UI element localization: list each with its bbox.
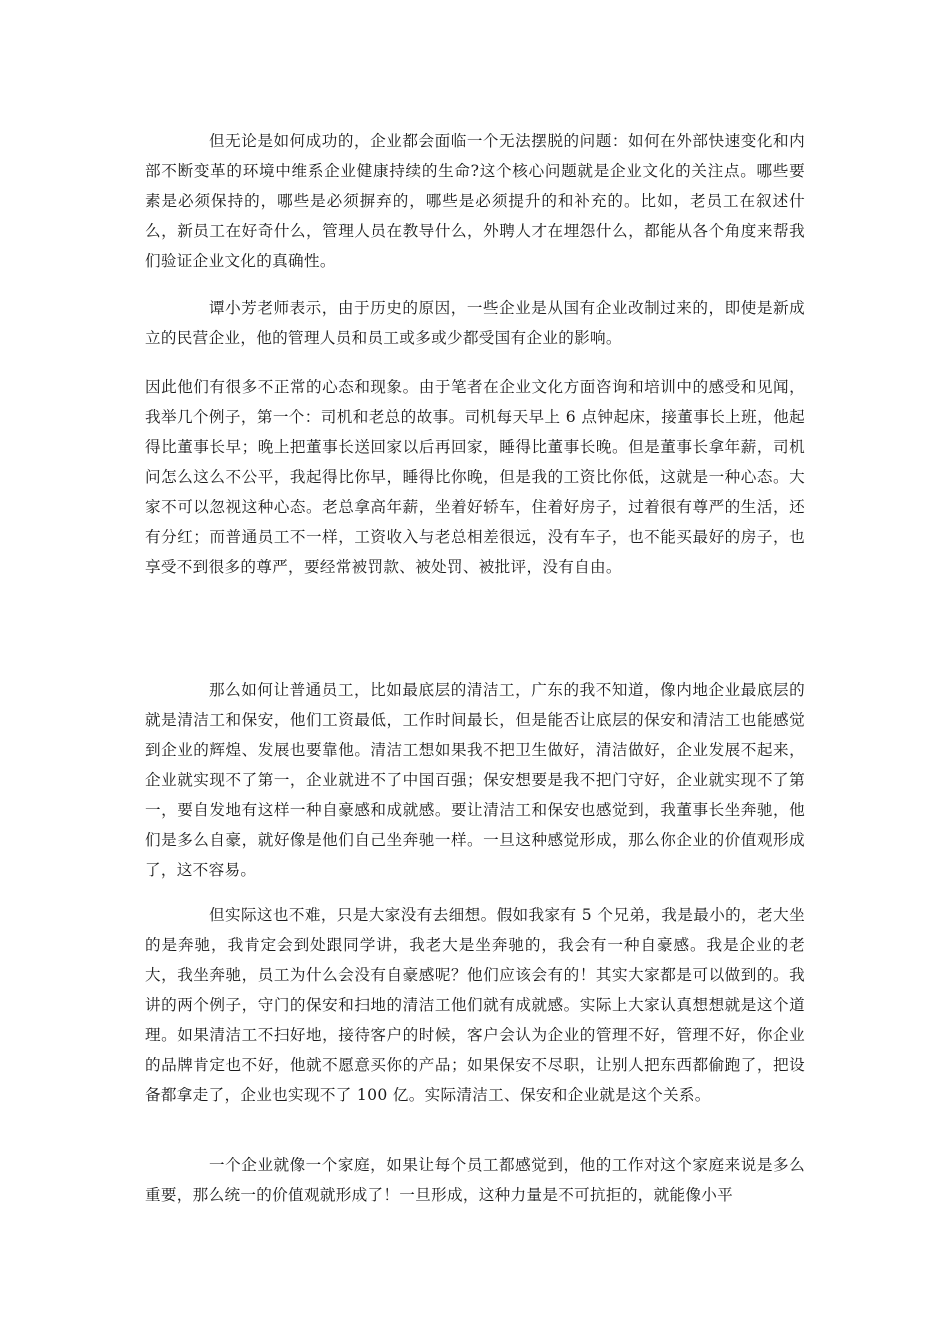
paragraph-6: 一个企业就像一个家庭，如果让每个员工都感觉到，他的工作对这个家庭来说是多么重要，那么统一的价值观就形成了！一旦形成，这种力量是不可抗拒的，就能像小平 xyxy=(145,1156,805,1204)
paragraph-4: 那么如何让普通员工，比如最底层的清洁工，广东的我不知道，像内地企业最底层的就是清洁工和保安，他们工资最低，工作时间最长，但是能否让底层的保安和清洁工也能感觉到企业的辉煌、发展也要靠他。清洁工想如果我不把卫生做好，清洁做好，企业发展不起来，企业就实现不了第一，企业就进不了中国百强；保安想要是我不把门守好，企业就实现不了第一，要自发地有这样一种自豪感和成就感。要让清洁工和保安也感觉到，我董事长坐奔驰，他们是多么自豪，就好像是他们自己坐奔驰一样。一旦这种感觉形成，那么你企业的价值观形成了，这不容易。 xyxy=(145,681,805,879)
paragraph-2: 谭小芳老师表示，由于历史的原因，一些企业是从国有企业改制过来的，即使是新成立的民营企业，他的管理人员和员工或多或少都受国有企业的影响。 xyxy=(145,299,805,347)
paragraph-1: 但无论是如何成功的，企业都会面临一个无法摆脱的问题：如何在外部快速变化和内部不断变革的环境中维系企业健康持续的生命?这个核心问题就是企业文化的关注点。哪些要素是必须保持的，哪些是必须摒弃的，哪些是必须提升的和补充的。比如，老员工在叙述什么，新员工在好奇什么，管理人员在教导什么，外聘人才在埋怨什么，都能从各个角度来帮我们验证企业文化的真确性。 xyxy=(145,132,805,270)
paragraph-3: 因此他们有很多不正常的心态和现象。由于笔者在企业文化方面咨询和培训中的感受和见闻，我举几个例子，第一个：司机和老总的故事。司机每天早上 6 点钟起床，接董事长上班，他起得比董事长早；晚上把董事长送回家以后再回家，睡得比董事长晚。但是董事长拿年薪，司机问怎么这么不公平，我起得比你早，睡得比你晚，但是我的工资比你低，这就是一种心态。大家不可以忽视这种心态。老总拿高年薪，坐着好轿车，住着好房子，过着很有尊严的生活，还有分红；而普通员工不一样，工资收入与老总相差很远，没有车子，也不能买最好的房子，也享受不到很多的尊严，要经常被罚款、被处罚、被批评，没有自由。 xyxy=(145,378,805,576)
paragraph-5: 但实际这也不难，只是大家没有去细想。假如我家有 5 个兄弟，我是最小的，老大坐的是奔驰，我肯定会到处跟同学讲，我老大是坐奔驰的，我会有一种自豪感。我是企业的老大，我坐奔驰，员工为什么会没有自豪感呢？他们应该会有的！其实大家都是可以做到的。我讲的两个例子，守门的保安和扫地的清洁工他们就有成就感。实际上大家认真想想就是这个道理。如果清洁工不扫好地，接待客户的时候，客户会认为企业的管理不好，管理不好，你企业的品牌肯定也不好，他就不愿意买你的产品；如果保安不尽职，让别人把东西都偷跑了，把设备都拿走了，企业也实现不了 100 亿。实际清洁工、保安和企业就是这个关系。 xyxy=(145,906,805,1104)
